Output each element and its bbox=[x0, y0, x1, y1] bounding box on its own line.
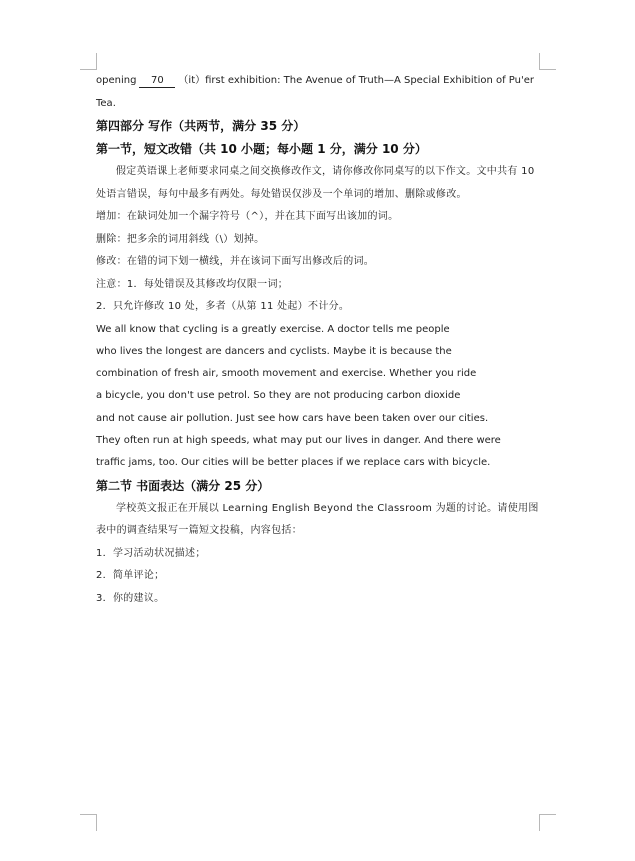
section2-intro: 学校英文报正在开展以 Learning English Beyond the Classroom 为题的讨论。请使用图表中的调查结果写一篇短文投稿，内容包括： bbox=[96, 502, 539, 537]
essay-line: They often run at high speeds, what may put our lives in danger. And there were bbox=[96, 434, 501, 446]
document-page bbox=[96, 70, 542, 610]
rule-add: 增加：在缺词处加一个漏字符号（^），并在其下面写出该加的词。 bbox=[96, 211, 399, 222]
content-item: 3．你的建议。 bbox=[96, 592, 165, 604]
essay-line: combination of fresh air, smooth movement and exercise. Whether you ride bbox=[96, 368, 477, 380]
exhibition-continuation: Tea. bbox=[96, 97, 116, 109]
section1-intro: 假定英语课上老师要求同桌之间交换修改作文，请你修改你同桌写的以下作文。文中共有 10 处语言错误，每句中最多有两处。每处错误仅涉及一个单词的增加、删除或修改。 bbox=[96, 166, 535, 200]
content-item: 1．学习活动状况描述； bbox=[96, 547, 206, 559]
exhibition-line bbox=[96, 70, 542, 93]
answer-blank-70: 70 bbox=[139, 75, 175, 88]
crop-mark-top-left bbox=[80, 53, 97, 70]
section1-heading: 第一节，短文改错（共 10 小题；每小题 1 分，满分 10 分） bbox=[96, 142, 427, 156]
rule-delete: 删除：把多余的词用斜线（\）划掉。 bbox=[96, 233, 265, 245]
exhibition-prefix: opening bbox=[96, 75, 137, 86]
exhibition-suffix: （it）first exhibition: The Avenue of Truth—A Special Exhibition of Pu'er bbox=[178, 75, 535, 86]
essay-line: traffic jams, too. Our cities will be better places if we replace cars with bicycle. bbox=[96, 457, 491, 469]
crop-mark-bottom-right bbox=[539, 814, 556, 831]
section2-heading: 第二节 书面表达（满分 25 分） bbox=[96, 478, 270, 493]
crop-mark-bottom-left bbox=[80, 814, 97, 831]
part4-heading: 第四部分 写作（共两节，满分 35 分） bbox=[96, 119, 306, 133]
essay-line: a bicycle, you don't use petrol. So they are not producing carbon dioxide bbox=[96, 390, 461, 402]
essay-line: We all know that cycling is a greatly exercise. A doctor tells me people bbox=[96, 323, 450, 335]
content-item: 2．简单评论； bbox=[96, 570, 165, 582]
essay-line: who lives the longest are dancers and cyclists. Maybe it is because the bbox=[96, 345, 452, 357]
essay-line: and not cause air pollution. Just see how cars have been taken over our cities. bbox=[96, 412, 489, 424]
note-2: 2．只允许修改 10 处，多者（从第 11 处起）不计分。 bbox=[96, 301, 350, 312]
note-1: 注意：1．每处错误及其修改均仅限一词； bbox=[96, 278, 289, 290]
rule-modify: 修改：在错的词下划一横线，并在该词下面写出修改后的词。 bbox=[96, 256, 375, 267]
crop-mark-top-right bbox=[539, 53, 556, 70]
